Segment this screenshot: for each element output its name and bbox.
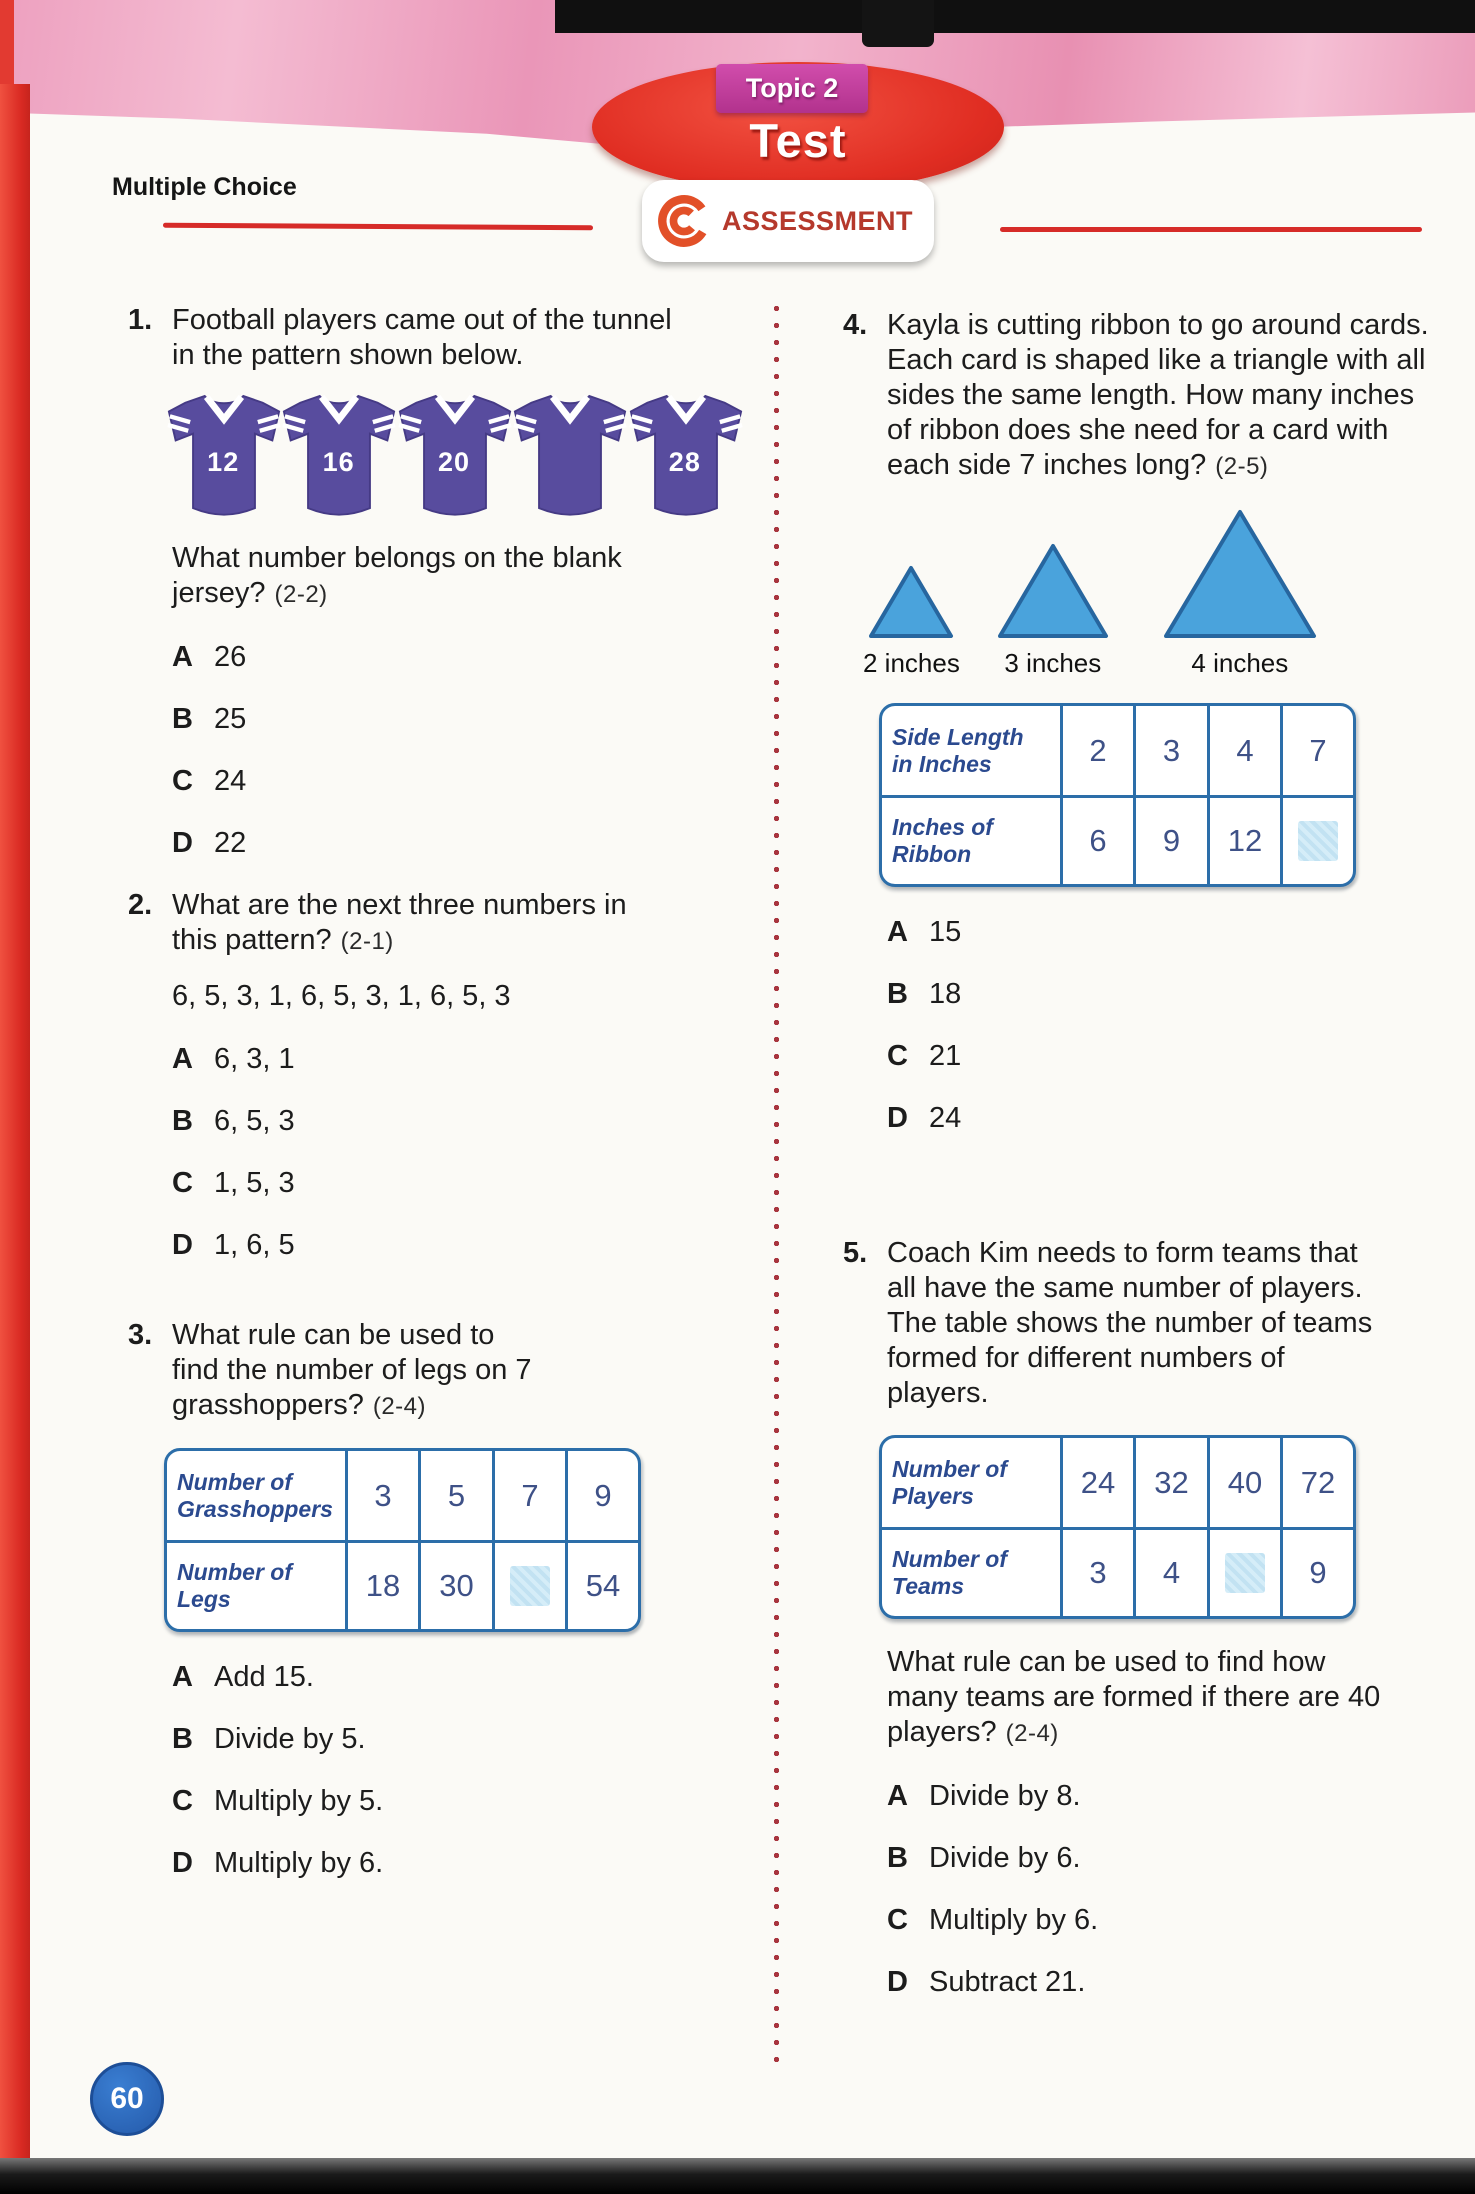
jersey-pattern-figure <box>166 387 742 521</box>
lesson-ref: (2-2) <box>274 581 328 608</box>
question-1 <box>128 303 742 860</box>
option-c: C 24 <box>172 765 247 797</box>
question-number: 3. <box>128 1319 153 1351</box>
answer-options <box>887 915 1463 1135</box>
question-2 <box>128 888 742 1262</box>
option-c: C Multiply by 5. <box>172 1785 384 1817</box>
table-value-cell: 54 <box>565 1540 638 1629</box>
blank-answer-cell <box>492 1540 565 1629</box>
answer-options <box>887 1779 1463 1999</box>
question-text: Coach Kim needs to form teams that all have the same number of players. The table shows the number of teams formed for different numbers of players. <box>887 1237 1373 1409</box>
question-number: 1. <box>128 304 153 336</box>
question-3 <box>128 1318 742 1880</box>
jersey-number: 20 <box>437 447 471 477</box>
question-text: What are the next three numbers in this pattern? (2-1) <box>172 889 627 956</box>
table-value-cell: 32 <box>1133 1438 1207 1527</box>
table-value-cell: 3 <box>1133 706 1207 795</box>
table-value-cell: 24 <box>1060 1438 1133 1527</box>
jersey-number: 12 <box>207 447 240 477</box>
question-prompt: What number belongs on the blank jersey? (2-2) <box>172 542 622 609</box>
table-header-cell: Number of Legs <box>167 1540 345 1629</box>
option-a: A 26 <box>172 641 247 673</box>
option-a: A 6, 3, 1 <box>172 1043 295 1075</box>
scan-bottom-edge <box>0 2158 1475 2194</box>
teams-table <box>879 1435 1356 1619</box>
page-number: 60 <box>110 2082 144 2115</box>
ribbon-table <box>879 703 1356 887</box>
option-d: D 1, 6, 5 <box>172 1229 295 1261</box>
option-b: B 18 <box>887 978 962 1010</box>
table-value-cell: 9 <box>1133 795 1207 884</box>
triangle-label: 2 inches <box>863 648 960 678</box>
blank-answer-cell <box>1280 795 1353 884</box>
question-text: Kayla is cutting ribbon to go around cards. Each card is shaped like a triangle with all sides the same length. How many inches of ribbon does she need for a card with each side 7 inches long? (2-5) <box>887 309 1429 481</box>
scan-top-notch <box>862 0 934 47</box>
table-value-cell: 72 <box>1280 1438 1353 1527</box>
triangle-label: 3 inches <box>1004 648 1102 678</box>
option-d: D 22 <box>172 827 247 859</box>
lesson-ref: (2-4) <box>1005 1720 1059 1747</box>
triangle-icon <box>865 562 957 642</box>
section-heading: Multiple Choice <box>112 173 297 201</box>
header-rule-left <box>163 223 593 231</box>
table-header-cell: Side Length in Inches <box>892 723 1024 777</box>
table-header-cell: Number of Grasshoppers <box>177 1468 333 1522</box>
jersey-icon <box>281 387 395 521</box>
triangle-icon <box>1160 506 1320 642</box>
question-4 <box>843 308 1463 1135</box>
question-number: 4. <box>843 309 868 341</box>
jersey-icon <box>397 387 511 521</box>
triangle-2in <box>863 562 960 679</box>
table-value-cell: 18 <box>345 1540 418 1629</box>
option-d: D Subtract 21. <box>887 1966 1086 1998</box>
column-divider <box>772 300 781 2066</box>
triangle-label: 4 inches <box>1191 648 1289 678</box>
lesson-ref: (2-5) <box>1215 453 1269 480</box>
table-value-cell: 6 <box>1060 795 1133 884</box>
table-value-cell: 12 <box>1207 795 1280 884</box>
option-d: D Multiply by 6. <box>172 1847 384 1879</box>
topic-badge <box>716 64 868 113</box>
assessment-badge <box>642 180 934 262</box>
lesson-ref: (2-1) <box>340 928 394 955</box>
blank-answer-cell <box>1207 1527 1280 1616</box>
number-pattern: 6, 5, 3, 1, 6, 5, 3, 1, 6, 5, 3 <box>172 980 511 1012</box>
table-value-cell: 9 <box>1280 1527 1353 1616</box>
triangle-4in <box>1160 506 1320 679</box>
option-b: B 6, 5, 3 <box>172 1105 295 1137</box>
question-number: 5. <box>843 1237 868 1269</box>
jersey-icon <box>166 387 280 521</box>
table-value-cell: 2 <box>1060 706 1133 795</box>
table-value-cell: 4 <box>1207 706 1280 795</box>
question-prompt: What rule can be used to find how many teams are formed if there are 40 players? (2-4) <box>887 1646 1381 1748</box>
jersey-number: 28 <box>668 447 701 477</box>
header-rule-right <box>1000 227 1422 232</box>
assessment-label: ASSESSMENT <box>722 205 914 236</box>
table-value-cell: 40 <box>1207 1438 1280 1527</box>
grasshopper-table <box>164 1448 641 1632</box>
option-c: C 1, 5, 3 <box>172 1167 295 1199</box>
option-c: C 21 <box>887 1040 962 1072</box>
triangle-figure <box>863 506 1463 679</box>
scan-top-edge <box>555 0 1475 33</box>
jersey-number: 16 <box>322 447 355 477</box>
triangle-3in <box>994 540 1112 679</box>
lesson-ref: (2-4) <box>372 1393 427 1420</box>
option-b: B Divide by 5. <box>172 1723 366 1755</box>
table-value-cell: 5 <box>418 1451 492 1540</box>
triangle-icon <box>994 540 1112 642</box>
option-a: A 15 <box>887 916 962 948</box>
option-a: A Divide by 8. <box>887 1780 1081 1812</box>
assessment-c-logo <box>656 193 712 249</box>
table-value-cell: 3 <box>1060 1527 1133 1616</box>
question-text: Football players came out of the tunnel in the pattern shown below. <box>172 304 672 371</box>
question-text: What rule can be used to find the number of legs on 7 grasshoppers? (2-4) <box>172 1319 532 1421</box>
table-header-cell: Number of Teams <box>882 1527 1060 1616</box>
option-b: B 25 <box>172 703 247 735</box>
table-value-cell: 30 <box>418 1540 492 1629</box>
table-value-cell: 4 <box>1133 1527 1207 1616</box>
question-5 <box>843 1236 1463 1999</box>
table-header-cell: Inches of Ribbon <box>882 795 1060 884</box>
answer-options <box>172 640 742 860</box>
answer-options <box>172 1042 742 1262</box>
table-value-cell: 7 <box>492 1451 565 1540</box>
page-left-red-strip <box>0 84 30 2160</box>
option-c: C Multiply by 6. <box>887 1904 1099 1936</box>
option-b: B Divide by 6. <box>887 1842 1081 1874</box>
test-label: Test <box>749 113 847 167</box>
answer-options <box>172 1660 742 1880</box>
table-value-cell: 3 <box>345 1451 418 1540</box>
option-d: D 24 <box>887 1102 962 1134</box>
table-value-cell: 9 <box>565 1451 638 1540</box>
jersey-icon-blank <box>512 387 626 521</box>
option-a: A Add 15. <box>172 1661 314 1693</box>
table-header-cell: Number of Players <box>892 1455 1007 1509</box>
table-value-cell: 7 <box>1280 706 1353 795</box>
topic-badge-label: Topic 2 <box>745 73 839 103</box>
question-number: 2. <box>128 889 153 921</box>
left-red-sliver <box>0 0 14 92</box>
page-number-badge <box>90 2062 164 2136</box>
jersey-icon <box>628 387 742 521</box>
